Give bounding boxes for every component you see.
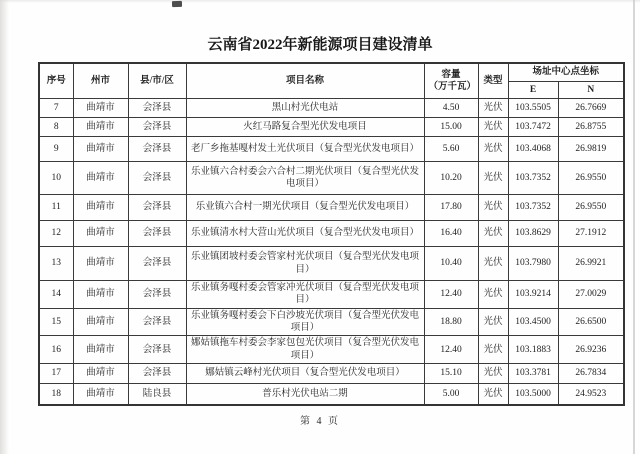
table-row [39, 221, 624, 247]
cell-coord-e: 103.7980 [508, 247, 558, 281]
cell-type: 光伏 [478, 247, 508, 281]
cell-city: 曲靖市 [73, 118, 128, 137]
cell-county: 会泽县 [128, 118, 186, 137]
cell-coord-e: 103.7472 [508, 118, 558, 137]
scan-edge-right [633, 0, 635, 454]
cell-coord-e: 103.5505 [508, 99, 558, 118]
table-row [39, 384, 624, 405]
table-row [39, 281, 624, 309]
cell-type: 光伏 [478, 364, 508, 384]
cell-project-name: 普乐村光伏电站二期 [186, 384, 424, 405]
cell-project-name: 乐业镇务嘎村委会下白沙坡光伏项目（复合型光伏发电项目） [186, 308, 424, 336]
cell-coord-n: 26.6500 [558, 308, 624, 336]
cell-no: 7 [39, 99, 73, 118]
cell-coord-n: 26.9550 [558, 195, 624, 221]
table-row [39, 247, 624, 281]
cell-coord-e: 103.4068 [508, 137, 558, 162]
cell-county: 会泽县 [128, 364, 186, 384]
cell-county: 会泽县 [128, 162, 186, 195]
cell-project-name: 乐业镇清水村大营山光伏项目（复合型光伏发电项目） [186, 221, 424, 247]
cell-type: 光伏 [478, 281, 508, 309]
cell-project-name: 黑山村光伏电站 [186, 99, 424, 118]
table-row [39, 99, 624, 118]
scan-edge-left [0, 0, 9, 454]
capacity-header-line2: （万千瓦） [428, 82, 477, 92]
cell-coord-e: 103.3781 [508, 364, 558, 384]
cell-county: 会泽县 [128, 99, 186, 118]
cell-city: 曲靖市 [73, 336, 128, 364]
cell-no: 13 [39, 247, 73, 281]
cell-type: 光伏 [478, 308, 508, 336]
cell-capacity: 16.40 [424, 221, 478, 247]
cell-type: 光伏 [478, 118, 508, 137]
cell-project-name: 火红马路复合型光伏发电项目 [186, 118, 424, 137]
scan-artifact-mark [172, 1, 182, 7]
cell-capacity: 4.50 [424, 99, 478, 118]
cell-city: 曲靖市 [73, 281, 128, 309]
cell-no: 16 [39, 336, 73, 364]
cell-coord-n: 26.8755 [558, 118, 624, 137]
table-body [39, 99, 624, 405]
cell-type: 光伏 [478, 384, 508, 405]
cell-no: 17 [39, 364, 73, 384]
cell-county: 会泽县 [128, 336, 186, 364]
cell-no: 10 [39, 162, 73, 195]
cell-city: 曲靖市 [73, 99, 128, 118]
cell-coord-n: 27.1912 [558, 221, 624, 247]
cell-type: 光伏 [478, 221, 508, 247]
capacity-header-line1: 容量 [441, 69, 461, 80]
cell-capacity: 5.00 [424, 384, 478, 405]
cell-coord-e: 103.4500 [508, 308, 558, 336]
cell-coord-e: 103.1883 [508, 336, 558, 364]
column-header-capacity [424, 63, 478, 99]
column-header-coordinates: 场址中心点坐标 [508, 63, 624, 82]
scan-edge-top [0, 0, 640, 3]
cell-capacity: 12.40 [424, 336, 478, 364]
cell-coord-e: 103.8629 [508, 221, 558, 247]
cell-project-name: 乐业镇六合村一期光伏项目（复合型光伏发电项目） [186, 195, 424, 221]
cell-city: 曲靖市 [73, 221, 128, 247]
cell-project-name: 乐业镇团坡村委会管家村光伏项目（复合型光伏发电项目） [186, 247, 424, 281]
cell-type: 光伏 [478, 336, 508, 364]
cell-project-name: 娜姑镇云峰村光伏项目（复合型光伏发电项目） [186, 364, 424, 384]
cell-coord-n: 24.9523 [558, 384, 624, 405]
cell-coord-n: 26.7834 [558, 364, 624, 384]
cell-no: 12 [39, 221, 73, 247]
cell-city: 曲靖市 [73, 384, 128, 405]
table-row [39, 195, 624, 221]
cell-no: 15 [39, 308, 73, 336]
cell-city: 曲靖市 [73, 162, 128, 195]
cell-coord-e: 103.5000 [508, 384, 558, 405]
table-row [39, 308, 624, 336]
cell-no: 14 [39, 281, 73, 309]
cell-no: 9 [39, 137, 73, 162]
cell-type: 光伏 [478, 99, 508, 118]
column-header-no: 序号 [39, 63, 73, 99]
cell-county: 会泽县 [128, 137, 186, 162]
table-row [39, 118, 624, 137]
cell-coord-n: 27.0029 [558, 281, 624, 309]
cell-capacity: 18.80 [424, 308, 478, 336]
cell-capacity: 15.10 [424, 364, 478, 384]
cell-coord-n: 26.9819 [558, 137, 624, 162]
cell-type: 光伏 [478, 195, 508, 221]
cell-project-name: 乐业镇六合村委会六合村二期光伏项目（复合型光伏发电项目） [186, 162, 424, 195]
cell-county: 会泽县 [128, 195, 186, 221]
cell-city: 曲靖市 [73, 308, 128, 336]
cell-coord-e: 103.9214 [508, 281, 558, 309]
column-header-north: N [558, 82, 624, 99]
cell-coord-n: 26.9550 [558, 162, 624, 195]
cell-no: 11 [39, 195, 73, 221]
cell-no: 18 [39, 384, 73, 405]
cell-type: 光伏 [478, 137, 508, 162]
column-header-county: 县/市/区 [128, 63, 186, 99]
cell-county: 会泽县 [128, 247, 186, 281]
cell-coord-n: 26.9921 [558, 247, 624, 281]
column-header-project-name: 项目名称 [186, 63, 424, 99]
cell-city: 曲靖市 [73, 137, 128, 162]
cell-capacity: 17.80 [424, 195, 478, 221]
cell-city: 曲靖市 [73, 364, 128, 384]
column-header-east: E [508, 82, 558, 99]
page-number: 第 4 页 [300, 416, 340, 427]
table-row [39, 137, 624, 162]
cell-capacity: 10.40 [424, 247, 478, 281]
cell-no: 8 [39, 118, 73, 137]
cell-coord-n: 26.9236 [558, 336, 624, 364]
cell-project-name: 娜姑镇拖车村委会李家包包光伏项目（复合型光伏发电项目） [186, 336, 424, 364]
cell-county: 会泽县 [128, 221, 186, 247]
page-title: 云南省2022年新能源项目建设清单 [207, 37, 433, 53]
cell-capacity: 5.60 [424, 137, 478, 162]
table-row [39, 336, 624, 364]
cell-capacity: 10.20 [424, 162, 478, 195]
cell-coord-e: 103.7352 [508, 195, 558, 221]
cell-project-name: 乐业镇务嘎村委会管家冲光伏项目（复合型光伏发电项目） [186, 281, 424, 309]
cell-city: 曲靖市 [73, 247, 128, 281]
table-row [39, 162, 624, 195]
cell-city: 曲靖市 [73, 195, 128, 221]
projects-table [38, 62, 625, 406]
cell-coord-n: 26.7669 [558, 99, 624, 118]
cell-coord-e: 103.7352 [508, 162, 558, 195]
table-row [39, 364, 624, 384]
cell-project-name: 老厂乡拖基嘎村发土光伏项目（复合型光伏发电项目） [186, 137, 424, 162]
cell-county: 会泽县 [128, 308, 186, 336]
column-header-city: 州市 [73, 63, 128, 99]
cell-type: 光伏 [478, 162, 508, 195]
cell-county: 会泽县 [128, 281, 186, 309]
cell-capacity: 12.40 [424, 281, 478, 309]
cell-capacity: 15.00 [424, 118, 478, 137]
column-header-type: 类型 [478, 63, 508, 99]
cell-county: 陆良县 [128, 384, 186, 405]
